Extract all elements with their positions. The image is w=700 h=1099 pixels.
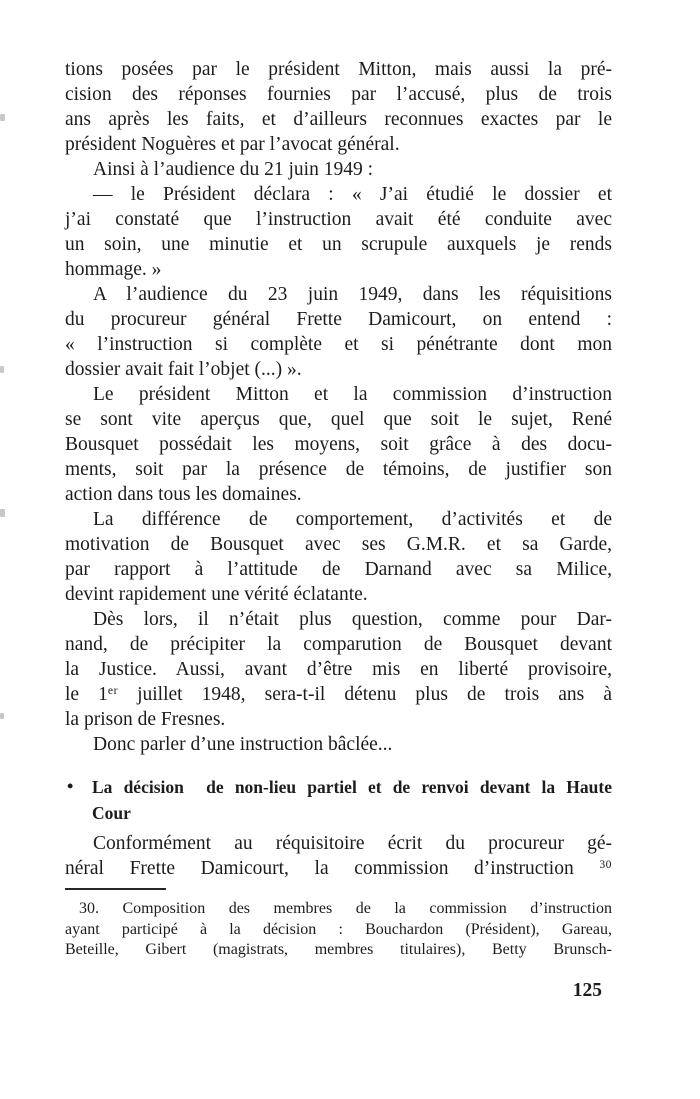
scan-artifact [0,509,5,517]
page-number: 125 [572,979,602,1001]
text-line: hommage. » [65,259,162,280]
body-text [65,57,612,881]
text-line: par rapport à l’attitude de Darnand avec sa Milice, [65,559,612,580]
paragraph [65,57,612,157]
text-line: ayant participé à la décision : Bouchardon (Président), Gareau, [65,920,612,938]
text-line: Beteille, Gibert (magistrats, membres titulaires), Betty Brunsch- [65,941,612,958]
superscript-reference: 30 [599,857,612,871]
paragraph [65,607,612,732]
text-line: action dans tous les domaines. [65,484,302,505]
text-line: Conformément au réquisitoire écrit du procureur gé- [93,833,612,854]
text-line: du procureur général Frette Damicourt, on entend : [65,309,612,330]
text-line: le 1er juillet 1948, sera-t-il détenu plus de trois ans à [65,683,612,705]
text-line: cision des réponses fournies par l’accusé, plus de trois [65,84,612,105]
scan-artifact [0,713,4,719]
text-line: j’ai constaté que l’instruction avait été conduite avec [65,209,612,230]
text-line: tions posées par le président Mitton, mais aussi la pré- [65,59,612,80]
scan-artifact [0,114,5,121]
text-line: Donc parler d’une instruction bâclée... [93,734,393,755]
paragraph [65,507,612,607]
text-line: néral Frette Damicourt, la commission d’instruction $^{30}$ [65,857,612,879]
paragraph [65,282,612,382]
text-line: Le président Mitton et la commission d’instruction [93,384,612,405]
text-line: ments, soit par la présence de témoins, de justifier son [65,459,612,480]
text-line: la prison de Fresnes. [65,709,226,730]
text-line: devint rapidement une vérité éclatante. [65,584,368,605]
text-line: « l’instruction si complète et si pénétrante dont mon [65,334,612,355]
paragraph [65,157,612,182]
paragraph [65,831,612,881]
text-line: dossier avait fait l’objet (...) ». [65,359,302,380]
text-line: La décision de non-lieu partiel et de renvoi devant la Haute [92,777,612,797]
section-heading [65,774,612,826]
text-line: La différence de comportement, d’activités et de [93,509,612,530]
text-line: un soin, une minutie et un scrupule auxquels je rends [65,234,612,255]
footnote-rule [65,888,166,890]
text-line: Dès lors, il n’était plus question, comme pour Dar- [93,609,612,630]
text-line: ans après les faits, et d’ailleurs reconnues exactes par le [65,109,612,130]
text-line: Bousquet possédait les moyens, soit grâce à des docu- [65,434,612,455]
text-line: Cour [92,803,131,823]
text-line: A l’audience du 23 juin 1949, dans les réquisitions [93,284,612,305]
text-line: se sont vite aperçus que, quel que soit le sujet, René [65,409,612,430]
superscript-reference: er [107,683,119,697]
text-line: motivation de Bousquet avec ses G.M.R. et sa Garde, [65,534,612,555]
text-line: la Justice. Aussi, avant d’être mis en liberté provisoire, [65,659,612,680]
text-line: président Noguères et par l’avocat général. [65,134,400,155]
text-line: — le Président déclara : « J’ai étudié le dossier et [93,184,612,205]
text-line: nand, de précipiter la comparution de Bousquet devant [65,634,612,655]
footnote [65,899,612,961]
paragraph [65,732,612,757]
paragraph [65,182,612,282]
text-line: 30. Composition des membres de la commission d’instruction [79,900,612,917]
text-column [65,57,612,1003]
bullet-icon: • [67,776,74,796]
scan-artifact [0,366,4,373]
paragraph [65,382,612,507]
text-line: Ainsi à l’audience du 21 juin 1949 : [93,159,373,180]
